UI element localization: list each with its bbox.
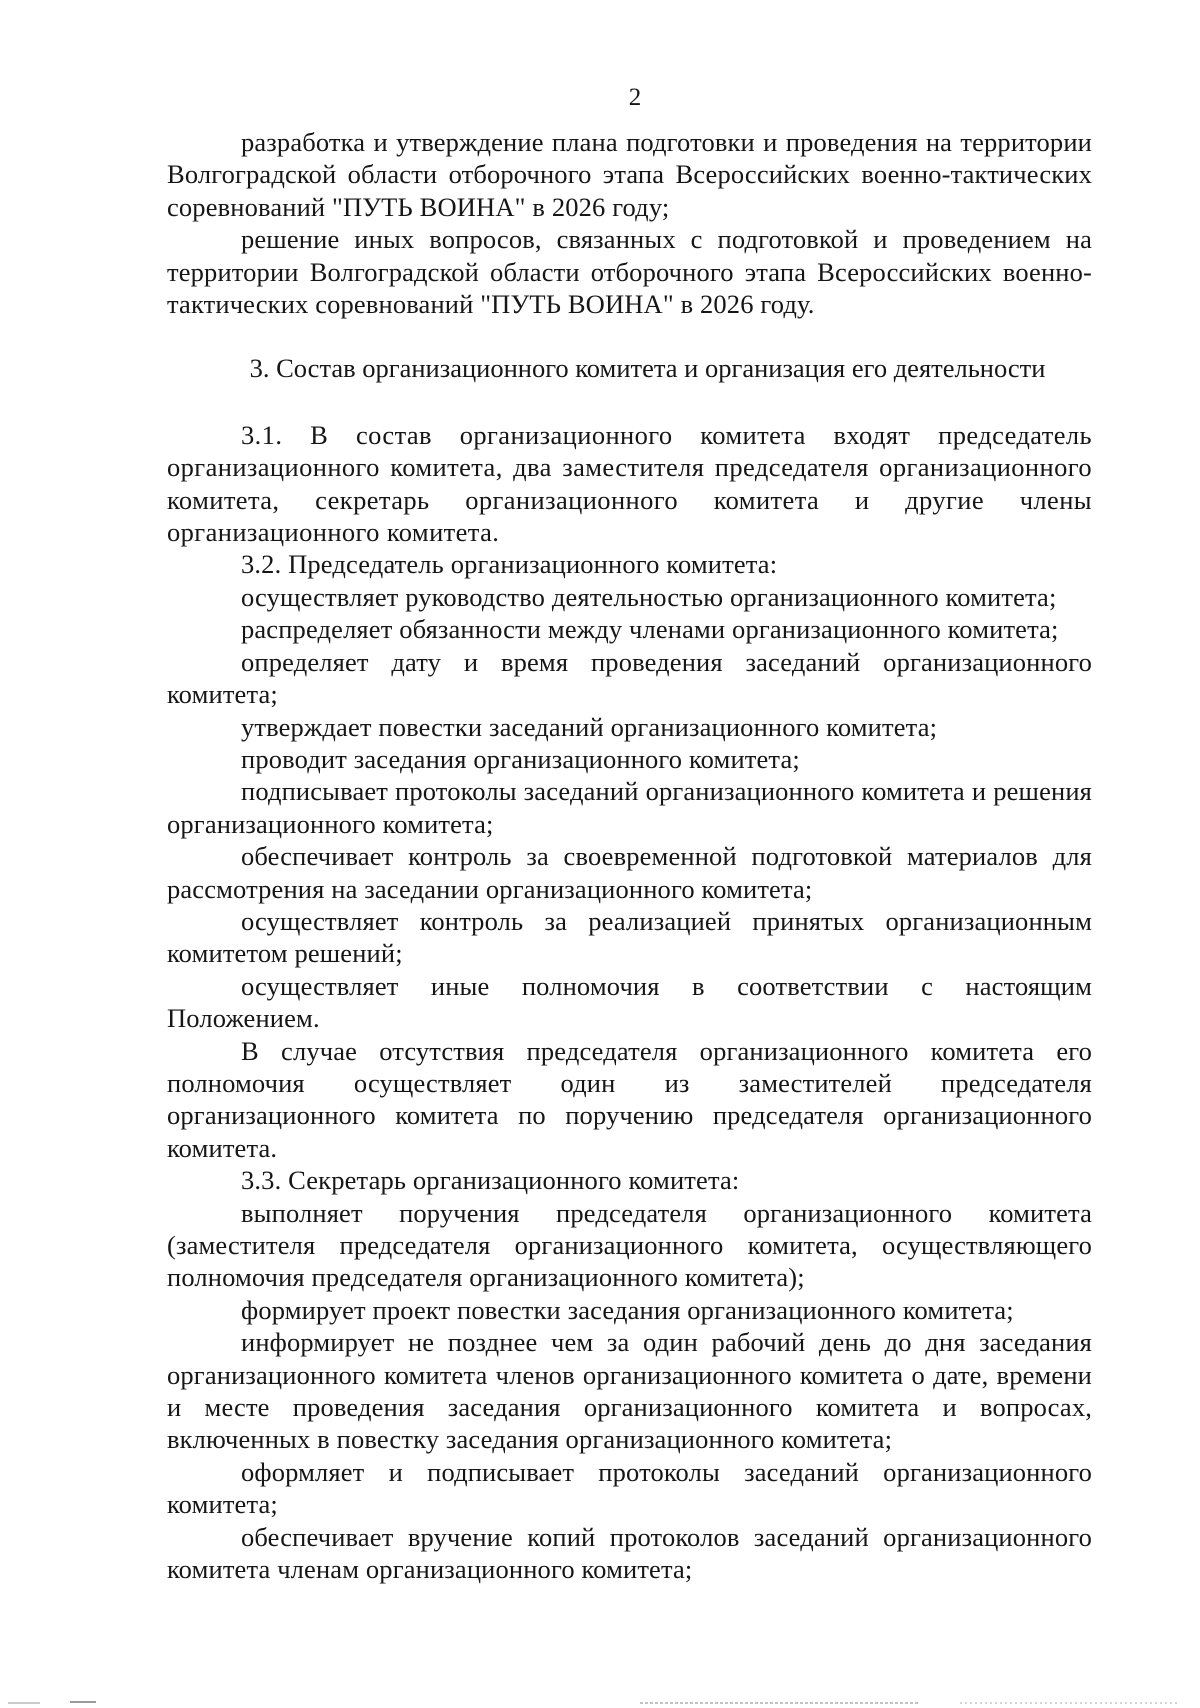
paragraph: распределяет обязанности между членами организационного комитета;	[241, 614, 1059, 645]
paragraph: выполняет поручения председателя организационного комитета (заместителя председателя организационного комитета, осуществляющего полномочия председателя организационного комитета);	[167, 1197, 1092, 1293]
paragraph: 3.2. Председатель организационного комитета:	[241, 549, 778, 580]
paragraph: разработка и утверждение плана подготовки и проведения на территории Волгоградской области отборочного этапа Всероссийских военно-тактических соревнований "ПУТЬ ВОИНА" в 2026 году;	[167, 127, 1092, 222]
paragraph: оформляет и подписывает протоколы заседаний организационного комитета;	[167, 1456, 1092, 1520]
paragraph: решение иных вопросов, связанных с подготовкой и проведением на территории Волгоградской области отборочного этапа Всероссийских военно-тактических соревнований "ПУТЬ ВОИНА" в 2026 году.	[167, 224, 1092, 320]
paragraph: подписывает протоколы заседаний организационного комитета и решения организационного комитета;	[167, 776, 1092, 839]
paragraph: формирует проект повестки заседания организационного комитета;	[241, 1294, 1014, 1325]
paragraph: информирует не позднее чем за один рабочий день до дня заседания организационного комитета членов организационного комитета о дате, времени и месте проведения заседания организационного комитета и вопросах, включенных в повестку заседания организационного комитета;	[167, 1327, 1092, 1455]
paragraph: 3.1. В состав организационного комитета входят председатель организационного комитета, два заместителя председателя организационного комитета, секретарь организационного комитета и другие члены организационного комитета.	[167, 419, 1092, 548]
paragraph: 3.3. Секретарь организационного комитета:	[241, 1165, 740, 1196]
paragraph: обеспечивает контроль за своевременной подготовкой материалов для рассмотрения на заседании организационного комитета;	[167, 841, 1092, 904]
paragraph: утверждает повестки заседаний организационного комитета;	[241, 711, 938, 742]
paragraph: определяет дату и время проведения заседаний организационного комитета;	[167, 646, 1092, 710]
paragraph: обеспечивает вручение копий протоколов заседаний организационного комитета членам организационного комитета;	[167, 1521, 1092, 1585]
scan-edge-marks	[0, 1698, 1200, 1708]
scan-edge-artifact	[0, 1698, 1200, 1708]
paragraph: проводит заседания организационного комитета;	[241, 743, 800, 774]
document-body	[167, 126, 1092, 1585]
page-number: 2	[628, 84, 642, 111]
paragraph: В случае отсутствия председателя организационного комитета его полномочия осуществляет один из заместителей председателя организационного комитета по поручению председателя организационного комитета.	[167, 1035, 1092, 1163]
paragraph: осуществляет контроль за реализацией принятых организационным комитетом решений;	[167, 905, 1092, 969]
paragraph: осуществляет руководство деятельностью организационного комитета;	[241, 581, 1057, 612]
paragraph: осуществляет иные полномочия в соответствии с настоящим Положением.	[167, 970, 1092, 1034]
section-heading: 3. Состав организационного комитета и организация его деятельности	[249, 353, 1046, 384]
